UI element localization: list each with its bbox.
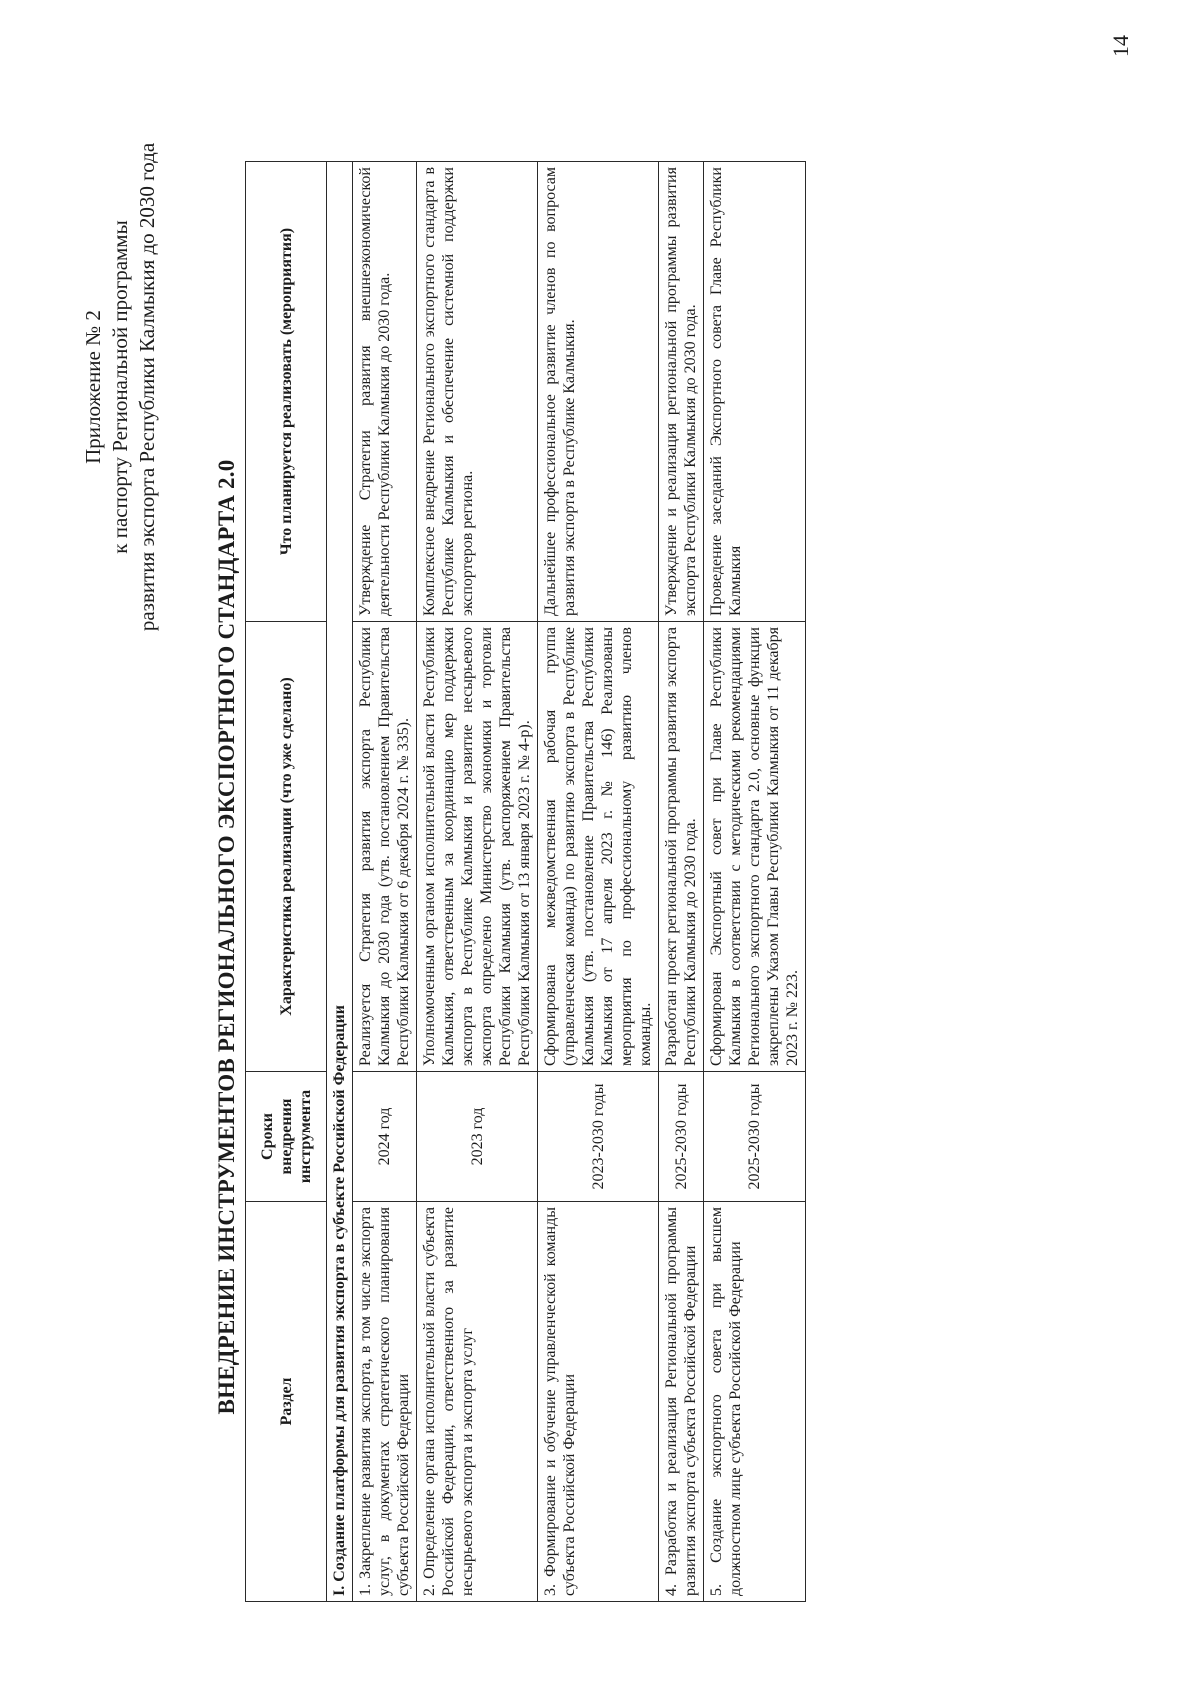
section-title: I. Создание платформы для развития экспорта в субъекте Российской Федерации xyxy=(327,162,353,1602)
page-number: 14 xyxy=(1108,35,1133,57)
row-plan: Дальнейшее профессиональное развитие членов по вопросам развития экспорта в Республике Калмыкия. xyxy=(538,162,659,622)
row-term: 2024 год xyxy=(353,1072,417,1202)
row-term: 2025-2030 годы xyxy=(704,1072,806,1202)
row-term: 2023-2030 годы xyxy=(538,1072,659,1202)
column-header-term: Сроки внедрения инструмента xyxy=(246,1072,327,1202)
row-section: 5. Создание экспортного совета при высшем должностном лице субъекта Российской Федерации xyxy=(704,1202,806,1602)
table-row xyxy=(538,162,659,1602)
annex-reference: к паспорту Региональной программы xyxy=(108,220,132,554)
column-header-section: Раздел xyxy=(246,1202,327,1602)
row-term: 2023 год xyxy=(417,1072,538,1202)
row-section: 4. Разработка и реализация Региональной программы развития экспорта субъекта Российской Федерации xyxy=(659,1202,704,1602)
row-section: 1. Закрепление развития экспорта, в том числе экспорта услуг, в документах стратегического планирования субъекта Российской Федерации xyxy=(353,1202,417,1602)
table-row xyxy=(353,162,417,1602)
annex-program-name: развития экспорта Республики Калмыкия до 2030 года xyxy=(135,142,159,632)
row-term: 2025-2030 годы xyxy=(659,1072,704,1202)
row-done: Сформирован Экспортный совет при Главе Республики Калмыкия в соответствии с методическими рекомендациями Регионального экспортного стандарта 2.0, основные функции закреплены Указом Главы Республики Калмыкия от 11 декабря 2023 г. № 223. xyxy=(704,622,806,1072)
row-plan: Утверждение Стратегии развития внешнеэкономической деятельности Республики Калмыкия до 2030 года. xyxy=(353,162,417,622)
table-row xyxy=(659,162,704,1602)
row-section: 3. Формирование и обучение управленческой команды субъекта Российской Федерации xyxy=(538,1202,659,1602)
annex-header xyxy=(80,87,161,687)
table-row xyxy=(417,162,538,1602)
row-plan: Комплексное внедрение Регионального экспортного стандарта в Республике Калмыкия и обеспечение системной поддержки экспортеров региона. xyxy=(417,162,538,622)
row-done: Уполномоченным органом исполнительной власти Республики Калмыкия, ответственным за координацию мер поддержки экспорта в Республике Калмыкия и развитие несырьевого экспорта определено Министерство экономики и торговли Республики Калмыкия (утв. распоряжением Правительства Республики Калмыкия от 13 января 2023 г. № 4-р). xyxy=(417,622,538,1072)
row-plan: Утверждение и реализация региональной программы развития экспорта Республики Калмыкия до 2030 года. xyxy=(659,162,704,622)
row-section: 2. Определение органа исполнительной власти субъекта Российской Федерации, ответственного за развитие несырьевого экспорта и экспорта услуг xyxy=(417,1202,538,1602)
row-done: Разработан проект региональной программы развития экспорта Республики Калмыкия до 2030 года. xyxy=(659,622,704,1072)
table-header xyxy=(246,162,327,1602)
instruments-table xyxy=(245,161,806,1602)
row-done: Сформирована межведомственная рабочая группа (управленческая команда) по развитию экспорта в Республике Калмыкия (утв. постановление Правительства Республики Калмыкия от 17 апреля 2023 г. № 146) Реализованы мероприятия по профессиональному развитию членов команды. xyxy=(538,622,659,1072)
column-header-plan: Что планируется реализовать (мероприятия) xyxy=(246,162,327,622)
section-row xyxy=(327,162,353,1602)
document-title: ВНЕДРЕНИЕ ИНСТРУМЕНТОВ РЕГИОНАЛЬНОГО ЭКСПОРТНОГО СТАНДАРТА 2.0 xyxy=(214,459,239,1415)
row-done: Реализуется Стратегия развития экспорта Республики Калмыкия до 2030 года (утв. постановлением Правительства Республики Калмыкия от 6 декабря 2024 г. № 335). xyxy=(353,622,417,1072)
row-plan: Проведение заседаний Экспортного совета Главе Республики Калмыкия xyxy=(704,162,806,622)
annex-number: Приложение № 2 xyxy=(81,310,105,464)
column-header-done: Характеристика реализации (что уже сделано) xyxy=(246,622,327,1072)
table-row xyxy=(704,162,806,1602)
